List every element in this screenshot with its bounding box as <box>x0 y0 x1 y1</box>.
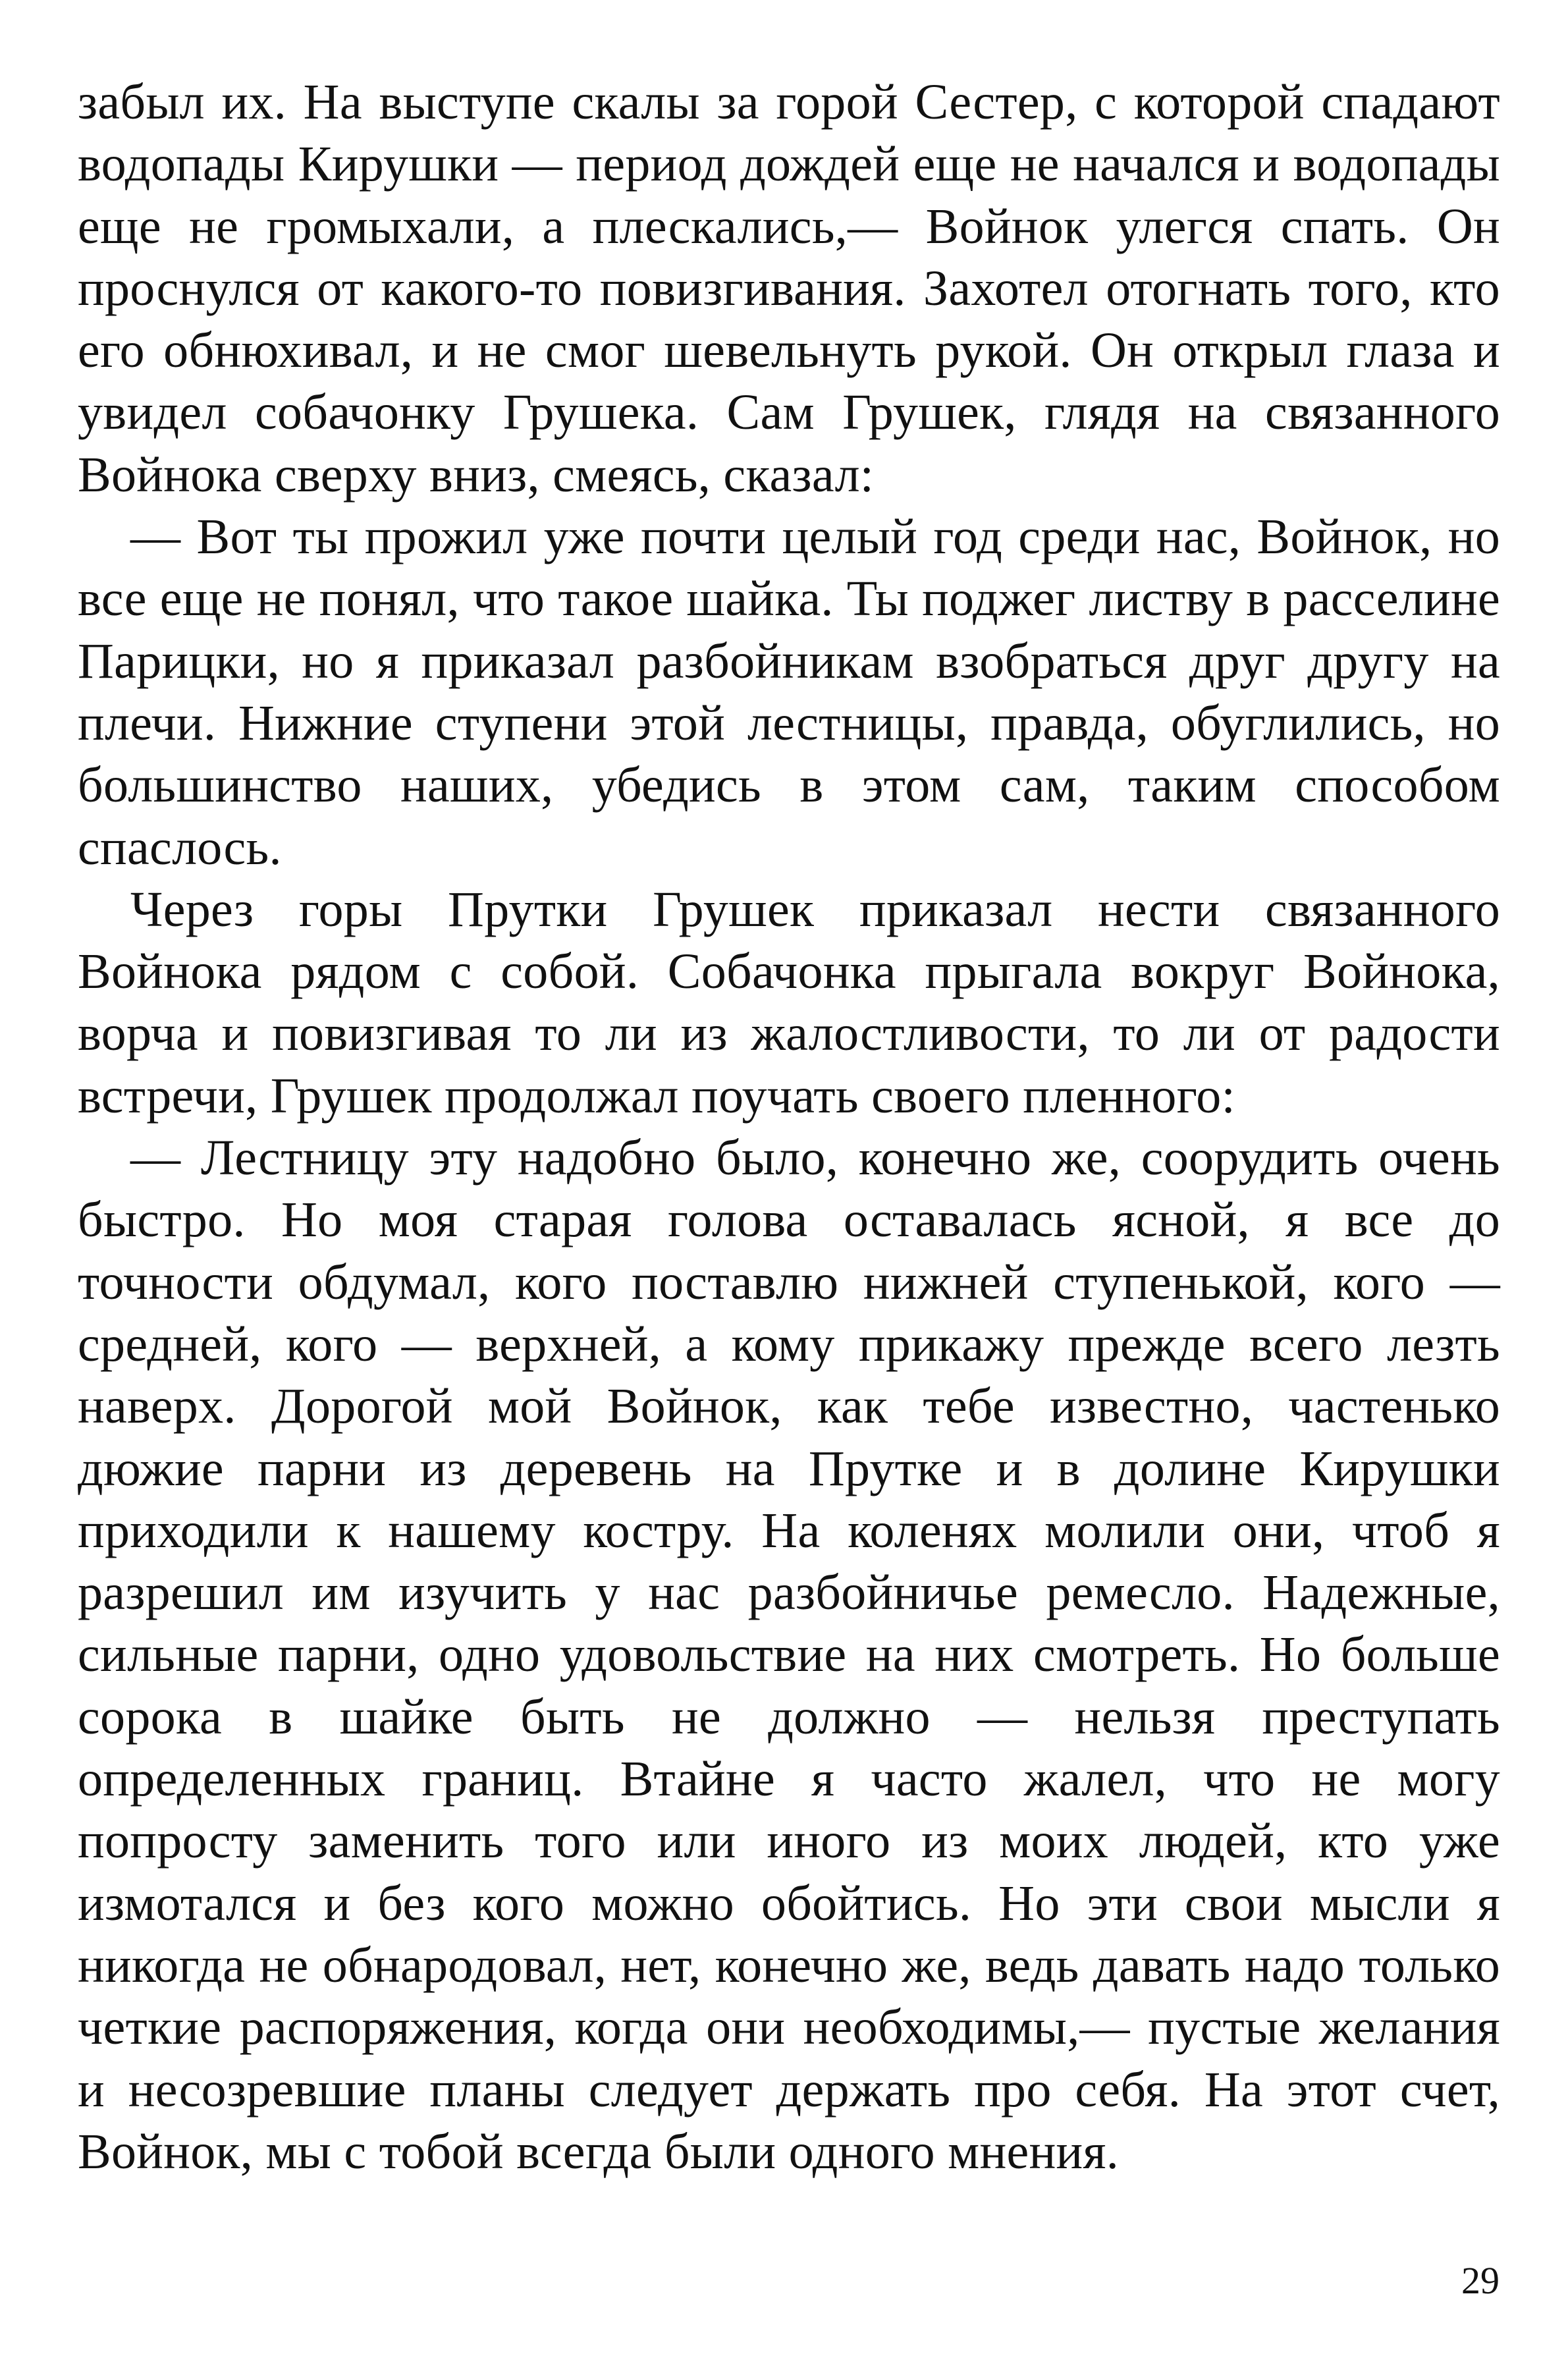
page-number: 29 <box>1461 2259 1500 2302</box>
paragraph-dialogue-1: — Вот ты прожил уже почти целый год среди нас, Войнок, но все еще не понял, что такое шайка. Ты поджег листву в расселине Парицки, но я приказал разбойникам взобраться друг другу на плечи. Нижние ступени этой лестницы, правда, обуглились, но большинство наших, убедись в этом сам, таким способом спаслось. <box>78 509 1500 875</box>
paragraph-dialogue-2: — Лестницу эту надобно было, конечно же, соорудить очень быстро. Но моя старая голова оставалась ясной, я все до точности обдумал, кого поставлю нижней ступенькой, кого — средней, кого — верхней, а кому прикажу прежде всего лезть наверх. Дорогой мой Войнок, как тебе известно, частенько дюжие парни из деревень на Прутке и в долине Кирушки приходили к нашему костру. На коленях молили они, чтоб я разрешил им изучить у нас разбойничье ремесло. Надежные, сильные парни, одно удовольствие на них смотреть. Но больше сорока в шайке быть не должно — нельзя преступать определенных границ. Втайне я часто жалел, что не могу попросту заменить того или иного из моих людей, кто уже измотался и без кого можно обойтись. Но эти свои мысли я никогда не обнародовал, нет, конечно же, ведь давать надо только четкие распоряжения, когда они необходимы,— пустые желания и несозревшие планы следует держать про себя. На этот счет, Войнок, мы с тобой всегда были одного мнения. <box>78 1130 1500 2179</box>
paragraph-narration: Через горы Прутки Грушек приказал нести связанного Войнока рядом с собой. Собачонка прыгала вокруг Войнока, ворча и повизгивая то ли из жалостливости, то ли от радости встречи, Грушек продолжал поучать своего пленного: <box>78 881 1500 1124</box>
paragraph-continued: забыл их. На выступе скалы за горой Сестер, с которой спадают водопады Кирушки — период дождей еще не начался и водопады еще не громыхали, а плескались,— Войнок улегся спать. Он проснулся от какого-то повизгивания. Захотел отогнать того, кто его обнюхивал, и не смог шевельнуть рукой. Он открыл глаза и увидел собачонку Грушека. Сам Грушек, глядя на связанного Войнока сверху вниз, смеясь, сказал: <box>78 74 1500 503</box>
body-text <box>78 71 1500 2183</box>
